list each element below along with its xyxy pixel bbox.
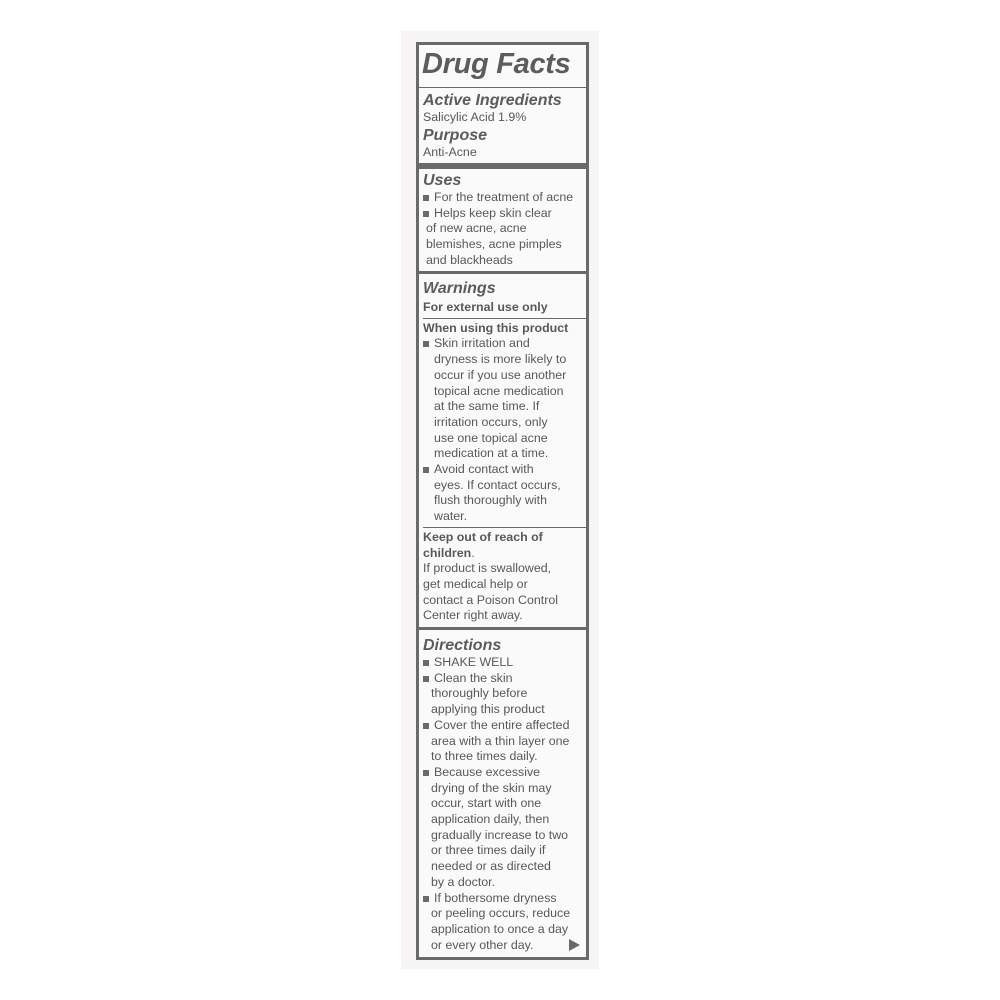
- keep-out-heading: Keep out of reach of: [423, 529, 543, 544]
- warnings-section: [416, 271, 589, 630]
- swallowed-text: If product is swallowed,: [423, 561, 552, 576]
- purpose-text: Anti-Acne: [423, 144, 477, 159]
- swallowed-text: contact a Poison Control: [423, 592, 558, 607]
- bullet-icon: [423, 676, 429, 682]
- active-ingredients-section: [416, 87, 589, 166]
- directions-heading: Directions: [423, 637, 502, 654]
- uses-section: [416, 166, 589, 274]
- divider: [423, 527, 586, 528]
- bullet-icon: [423, 341, 429, 347]
- active-ingredient: Salicylic Acid 1.9%: [423, 110, 527, 124]
- warning-item: Skin irritation and dryness is more likely to occur if you use another topical acne medication at the same time. If irritation occurs, only use one topical acne medication at a time.: [423, 336, 583, 462]
- warnings-heading: Warnings: [423, 280, 496, 297]
- directions-section: [416, 627, 589, 960]
- drug-facts-title: Drug Facts: [422, 48, 571, 80]
- direction-item: SHAKE WELL: [423, 655, 583, 671]
- bullet-icon: [423, 211, 429, 217]
- bullet-icon: [423, 195, 429, 201]
- warning-item: Avoid contact with eyes. If contact occurs, flush thoroughly with water.: [423, 462, 583, 525]
- active-ingredients-heading: Active Ingredients: [423, 92, 562, 109]
- direction-item: Clean the skin thoroughly before applying this product: [423, 671, 583, 718]
- when-using-heading: When using this product: [423, 320, 569, 335]
- drug-facts-header: [416, 42, 589, 90]
- uses-item: For the treatment of acne: [423, 190, 583, 206]
- bullet-icon: [423, 660, 429, 666]
- purpose-heading: Purpose: [423, 126, 488, 144]
- bullet-icon: [423, 723, 429, 729]
- continue-arrow-icon: [569, 939, 580, 951]
- direction-item: Cover the entire affected area with a thin layer one to three times daily.: [423, 718, 583, 765]
- swallowed-text: get medical help or: [423, 576, 528, 591]
- direction-item: If bothersome dryness or peeling occurs, reduce application to once a day or every other day.: [423, 891, 583, 954]
- external-use-warning: For external use only: [423, 300, 548, 314]
- bullet-icon: [423, 467, 429, 473]
- direction-item: Because excessive drying of the skin may occur, start with one application daily, then gradually increase to two or three times daily if needed or as directed by a doctor.: [423, 765, 583, 891]
- bullet-icon: [423, 770, 429, 776]
- uses-item: Helps keep skin clear of new acne, acne blemishes, acne pimples and blackheads: [423, 206, 583, 269]
- uses-heading: Uses: [423, 172, 462, 189]
- divider: [423, 318, 586, 319]
- keep-out-heading-line2: children.: [423, 545, 475, 560]
- title-divider: [419, 87, 586, 88]
- bullet-icon: [423, 896, 429, 902]
- swallowed-text: Center right away.: [423, 608, 523, 623]
